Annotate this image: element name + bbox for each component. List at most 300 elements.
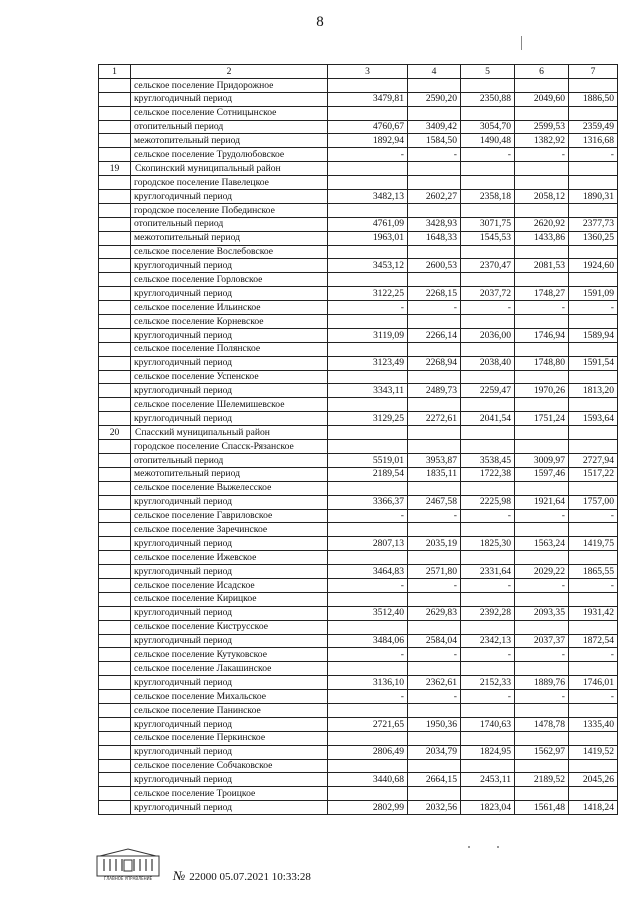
value-cell: [569, 176, 618, 190]
settlement-title-row: [99, 731, 618, 745]
value-cell: 2093,35: [515, 606, 569, 620]
value-cell: [515, 481, 569, 495]
value-cell: 2620,92: [515, 217, 569, 231]
row-name-cell: сельское поселение Сотницынское: [131, 106, 328, 120]
value-cell: [408, 523, 461, 537]
value-cell: 2035,19: [408, 537, 461, 551]
value-cell: -: [408, 148, 461, 162]
value-cell: 2058,12: [515, 190, 569, 204]
value-cell: 1335,40: [569, 717, 618, 731]
row-name-cell: сельское поселение Полянское: [131, 342, 328, 356]
value-cell: [408, 759, 461, 773]
value-row: [99, 537, 618, 551]
value-cell: -: [569, 148, 618, 162]
row-name-cell: круглогодичный период: [131, 384, 328, 398]
row-name-cell: городское поселение Спасск-Рязанское: [131, 440, 328, 454]
row-name-cell: круглогодичный период: [131, 259, 328, 273]
row-name-cell: сельское поселение Перкинское: [131, 731, 328, 745]
row-number-cell: [99, 440, 131, 454]
value-cell: -: [408, 648, 461, 662]
value-cell: 2259,47: [461, 384, 515, 398]
value-cell: 2342,13: [461, 634, 515, 648]
value-cell: [328, 273, 408, 287]
row-number-cell: [99, 412, 131, 426]
registration-text: 22000 05.07.2021 10:33:28: [189, 871, 311, 883]
registration-line: [173, 868, 311, 884]
value-row: [99, 190, 618, 204]
value-cell: 2377,73: [569, 217, 618, 231]
value-cell: 1746,01: [569, 676, 618, 690]
value-cell: [461, 620, 515, 634]
value-cell: [328, 203, 408, 217]
row-number-cell: [99, 328, 131, 342]
value-cell: [515, 245, 569, 259]
row-name-cell: межотопительный период: [131, 467, 328, 481]
row-name-cell: круглогодичный период: [131, 634, 328, 648]
header-cell: 6: [515, 65, 569, 79]
row-name-cell: отопительный период: [131, 120, 328, 134]
value-cell: [569, 523, 618, 537]
row-name-cell: сельское поселение Лакашинское: [131, 662, 328, 676]
value-cell: 1563,24: [515, 537, 569, 551]
value-cell: 2370,47: [461, 259, 515, 273]
value-row: [99, 287, 618, 301]
value-cell: 2806,49: [328, 745, 408, 759]
value-cell: 1591,54: [569, 356, 618, 370]
tariff-table: [98, 64, 618, 815]
row-name-cell: сельское поселение Троицкое: [131, 787, 328, 801]
value-cell: 2489,73: [408, 384, 461, 398]
value-cell: [569, 703, 618, 717]
value-cell: [328, 78, 408, 92]
value-cell: 2331,64: [461, 565, 515, 579]
row-number-cell: [99, 592, 131, 606]
value-cell: 1382,92: [515, 134, 569, 148]
value-cell: 1478,78: [515, 717, 569, 731]
value-cell: 3512,40: [328, 606, 408, 620]
value-cell: 3054,70: [461, 120, 515, 134]
value-cell: 1748,27: [515, 287, 569, 301]
value-cell: 2037,37: [515, 634, 569, 648]
value-cell: -: [515, 148, 569, 162]
header-cell: 3: [328, 65, 408, 79]
value-cell: [515, 592, 569, 606]
value-cell: -: [328, 509, 408, 523]
value-row: [99, 634, 618, 648]
value-row: [99, 412, 618, 426]
value-cell: 1872,54: [569, 634, 618, 648]
value-cell: [408, 426, 461, 440]
row-number-cell: [99, 370, 131, 384]
value-cell: [408, 787, 461, 801]
settlement-title-row: [99, 370, 618, 384]
value-cell: 1597,46: [515, 467, 569, 481]
value-cell: 2802,99: [328, 801, 408, 815]
value-cell: [328, 245, 408, 259]
value-cell: 2350,88: [461, 92, 515, 106]
value-cell: [461, 176, 515, 190]
value-cell: 3479,81: [328, 92, 408, 106]
settlement-title-row: [99, 703, 618, 717]
value-row: [99, 690, 618, 704]
value-cell: 3343,11: [328, 384, 408, 398]
value-cell: 2590,20: [408, 92, 461, 106]
value-cell: [515, 106, 569, 120]
value-cell: 1562,97: [515, 745, 569, 759]
value-cell: [515, 759, 569, 773]
value-cell: 1924,60: [569, 259, 618, 273]
row-number-cell: [99, 356, 131, 370]
value-cell: [515, 620, 569, 634]
value-cell: 2467,58: [408, 495, 461, 509]
value-cell: [461, 370, 515, 384]
value-cell: [569, 398, 618, 412]
row-number-cell: [99, 565, 131, 579]
value-cell: [328, 703, 408, 717]
value-cell: [461, 481, 515, 495]
row-name-cell: городское поселение Побединское: [131, 203, 328, 217]
value-cell: 1825,30: [461, 537, 515, 551]
value-cell: 2392,28: [461, 606, 515, 620]
value-cell: [328, 551, 408, 565]
value-cell: 3123,49: [328, 356, 408, 370]
value-cell: [408, 245, 461, 259]
row-name-cell: сельское поселение Горловское: [131, 273, 328, 287]
row-number-cell: [99, 703, 131, 717]
value-cell: [461, 342, 515, 356]
value-cell: [328, 592, 408, 606]
value-cell: 3953,87: [408, 453, 461, 467]
value-cell: 1593,64: [569, 412, 618, 426]
value-cell: 3122,25: [328, 287, 408, 301]
value-cell: 2081,53: [515, 259, 569, 273]
value-cell: 1584,50: [408, 134, 461, 148]
row-name-cell: городское поселение Павелецкое: [131, 176, 328, 190]
row-name-cell: сельское поселение Панинское: [131, 703, 328, 717]
value-row: [99, 509, 618, 523]
value-cell: [408, 620, 461, 634]
row-number-cell: [99, 759, 131, 773]
row-number-cell: [99, 398, 131, 412]
value-cell: 2600,53: [408, 259, 461, 273]
row-number-cell: 20: [99, 426, 131, 440]
value-row: [99, 231, 618, 245]
row-number-cell: [99, 495, 131, 509]
value-cell: [569, 551, 618, 565]
value-cell: [408, 731, 461, 745]
settlement-title-row: [99, 551, 618, 565]
value-cell: [461, 523, 515, 537]
value-cell: [408, 78, 461, 92]
value-cell: [461, 315, 515, 329]
value-cell: 1490,48: [461, 134, 515, 148]
row-number-cell: [99, 273, 131, 287]
value-cell: -: [569, 509, 618, 523]
value-cell: 3366,37: [328, 495, 408, 509]
row-number-cell: [99, 690, 131, 704]
settlement-title-row: [99, 759, 618, 773]
value-cell: 2807,13: [328, 537, 408, 551]
value-cell: [328, 662, 408, 676]
value-cell: [569, 106, 618, 120]
value-cell: [461, 551, 515, 565]
value-row: [99, 120, 618, 134]
value-cell: 2037,72: [461, 287, 515, 301]
value-cell: -: [461, 648, 515, 662]
margin-mark: [521, 36, 522, 50]
value-cell: [408, 440, 461, 454]
row-name-cell: Скопинский муниципальный район: [131, 162, 328, 176]
settlement-title-row: [99, 481, 618, 495]
value-cell: 2453,11: [461, 773, 515, 787]
row-number-cell: [99, 606, 131, 620]
settlement-title-row: [99, 398, 618, 412]
row-number-cell: [99, 217, 131, 231]
value-cell: 2041,54: [461, 412, 515, 426]
value-row: [99, 356, 618, 370]
row-number-cell: [99, 203, 131, 217]
value-cell: [515, 398, 569, 412]
row-number-cell: [99, 537, 131, 551]
row-name-cell: сельское поселение Гавриловское: [131, 509, 328, 523]
row-name-cell: круглогодичный период: [131, 412, 328, 426]
value-cell: 1751,24: [515, 412, 569, 426]
value-cell: [328, 176, 408, 190]
value-cell: 2272,61: [408, 412, 461, 426]
value-cell: 2034,79: [408, 745, 461, 759]
value-cell: 1931,42: [569, 606, 618, 620]
value-cell: 1517,22: [569, 467, 618, 481]
value-cell: -: [408, 301, 461, 315]
row-name-cell: сельское поселение Собчаковское: [131, 759, 328, 773]
row-number-cell: [99, 634, 131, 648]
value-cell: 2029,22: [515, 565, 569, 579]
value-cell: [328, 106, 408, 120]
value-row: [99, 328, 618, 342]
value-cell: 1892,94: [328, 134, 408, 148]
value-cell: 1418,24: [569, 801, 618, 815]
scan-speck: [497, 846, 499, 848]
value-cell: [328, 162, 408, 176]
row-name-cell: сельское поселение Кутуковское: [131, 648, 328, 662]
row-number-cell: [99, 315, 131, 329]
value-cell: [408, 662, 461, 676]
value-cell: [461, 731, 515, 745]
value-cell: [461, 273, 515, 287]
row-name-cell: сельское поселение Вослебовское: [131, 245, 328, 259]
value-cell: [328, 759, 408, 773]
value-cell: 2721,65: [328, 717, 408, 731]
value-cell: 1824,95: [461, 745, 515, 759]
row-name-cell: сельское поселение Ильинское: [131, 301, 328, 315]
header-cell: 7: [569, 65, 618, 79]
value-cell: [328, 342, 408, 356]
value-cell: 3484,06: [328, 634, 408, 648]
row-number-cell: [99, 301, 131, 315]
value-cell: [515, 342, 569, 356]
row-number-cell: [99, 287, 131, 301]
value-row: [99, 134, 618, 148]
value-cell: [328, 398, 408, 412]
value-cell: 2358,18: [461, 190, 515, 204]
row-number-cell: [99, 481, 131, 495]
value-cell: [461, 245, 515, 259]
header-cell: 2: [131, 65, 328, 79]
row-name-cell: круглогодичный период: [131, 287, 328, 301]
value-cell: [515, 662, 569, 676]
value-cell: [515, 176, 569, 190]
value-cell: 1740,63: [461, 717, 515, 731]
value-cell: [461, 440, 515, 454]
row-number-cell: [99, 92, 131, 106]
value-cell: 2036,00: [461, 328, 515, 342]
settlement-title-row: [99, 203, 618, 217]
value-row: [99, 384, 618, 398]
value-cell: 3136,10: [328, 676, 408, 690]
value-cell: [569, 759, 618, 773]
value-cell: 1921,64: [515, 495, 569, 509]
row-name-cell: круглогодичный период: [131, 92, 328, 106]
value-cell: [569, 440, 618, 454]
value-cell: 1889,76: [515, 676, 569, 690]
row-name-cell: круглогодичный период: [131, 356, 328, 370]
row-number-cell: [99, 648, 131, 662]
settlement-title-row: [99, 342, 618, 356]
value-row: [99, 148, 618, 162]
value-cell: 3428,93: [408, 217, 461, 231]
value-cell: 3538,45: [461, 453, 515, 467]
value-cell: [515, 273, 569, 287]
number-sign: №: [173, 868, 186, 883]
value-cell: 2152,33: [461, 676, 515, 690]
row-name-cell: круглогодичный период: [131, 676, 328, 690]
scan-speck: [468, 846, 470, 848]
row-name-cell: круглогодичный период: [131, 495, 328, 509]
row-number-cell: [99, 745, 131, 759]
value-cell: [408, 703, 461, 717]
value-cell: [328, 731, 408, 745]
row-number-cell: [99, 620, 131, 634]
value-cell: [408, 398, 461, 412]
value-cell: [461, 398, 515, 412]
value-cell: -: [328, 578, 408, 592]
value-cell: 3453,12: [328, 259, 408, 273]
value-cell: [408, 551, 461, 565]
value-cell: [328, 787, 408, 801]
value-cell: 1886,50: [569, 92, 618, 106]
row-name-cell: сельское поселение Киструсское: [131, 620, 328, 634]
value-cell: 2727,94: [569, 453, 618, 467]
value-cell: [328, 370, 408, 384]
value-cell: [408, 315, 461, 329]
row-number-cell: [99, 120, 131, 134]
value-cell: 1835,11: [408, 467, 461, 481]
value-cell: 1890,31: [569, 190, 618, 204]
row-number-cell: [99, 78, 131, 92]
value-cell: 2268,94: [408, 356, 461, 370]
value-cell: 1757,00: [569, 495, 618, 509]
row-name-cell: сельское поселение Придорожное: [131, 78, 328, 92]
value-cell: [515, 523, 569, 537]
row-name-cell: сельское поселение Корневское: [131, 315, 328, 329]
row-number-cell: [99, 509, 131, 523]
table-body: [99, 65, 618, 815]
value-cell: [515, 787, 569, 801]
row-name-cell: межотопительный период: [131, 134, 328, 148]
value-cell: 2189,52: [515, 773, 569, 787]
value-cell: [461, 162, 515, 176]
row-name-cell: сельское поселение Ижевское: [131, 551, 328, 565]
page-number: 8: [316, 14, 324, 30]
value-cell: 1746,94: [515, 328, 569, 342]
value-cell: 1419,75: [569, 537, 618, 551]
value-cell: -: [569, 301, 618, 315]
value-cell: [569, 162, 618, 176]
value-cell: [569, 78, 618, 92]
value-cell: [408, 106, 461, 120]
value-cell: -: [515, 509, 569, 523]
value-cell: [461, 787, 515, 801]
value-cell: -: [328, 648, 408, 662]
value-cell: 2049,60: [515, 92, 569, 106]
value-cell: 3129,25: [328, 412, 408, 426]
value-cell: [328, 440, 408, 454]
value-cell: -: [328, 301, 408, 315]
value-cell: 2599,53: [515, 120, 569, 134]
value-cell: -: [569, 690, 618, 704]
value-cell: -: [408, 578, 461, 592]
value-cell: [515, 703, 569, 717]
header-cell: 4: [408, 65, 461, 79]
settlement-title-row: [99, 273, 618, 287]
row-number-cell: [99, 190, 131, 204]
row-number-cell: [99, 787, 131, 801]
value-cell: [515, 731, 569, 745]
value-cell: [569, 662, 618, 676]
value-cell: 1823,04: [461, 801, 515, 815]
value-cell: 2629,83: [408, 606, 461, 620]
value-cell: [461, 203, 515, 217]
value-cell: [461, 106, 515, 120]
value-cell: [408, 176, 461, 190]
row-number-cell: [99, 342, 131, 356]
value-cell: 4760,67: [328, 120, 408, 134]
value-cell: 1963,01: [328, 231, 408, 245]
value-cell: 3119,09: [328, 328, 408, 342]
settlement-title-row: [99, 620, 618, 634]
value-row: [99, 578, 618, 592]
value-cell: [328, 620, 408, 634]
value-cell: [461, 592, 515, 606]
row-number-cell: [99, 773, 131, 787]
value-cell: -: [515, 690, 569, 704]
value-cell: -: [569, 648, 618, 662]
value-cell: [461, 759, 515, 773]
value-cell: 2038,40: [461, 356, 515, 370]
footer: [96, 848, 556, 888]
value-cell: 2664,15: [408, 773, 461, 787]
value-cell: 2189,54: [328, 467, 408, 481]
row-number-cell: [99, 231, 131, 245]
value-cell: -: [515, 578, 569, 592]
value-cell: [408, 342, 461, 356]
value-cell: [461, 703, 515, 717]
value-cell: [515, 551, 569, 565]
value-cell: 2045,26: [569, 773, 618, 787]
value-row: [99, 565, 618, 579]
value-cell: 3440,68: [328, 773, 408, 787]
value-cell: [408, 203, 461, 217]
